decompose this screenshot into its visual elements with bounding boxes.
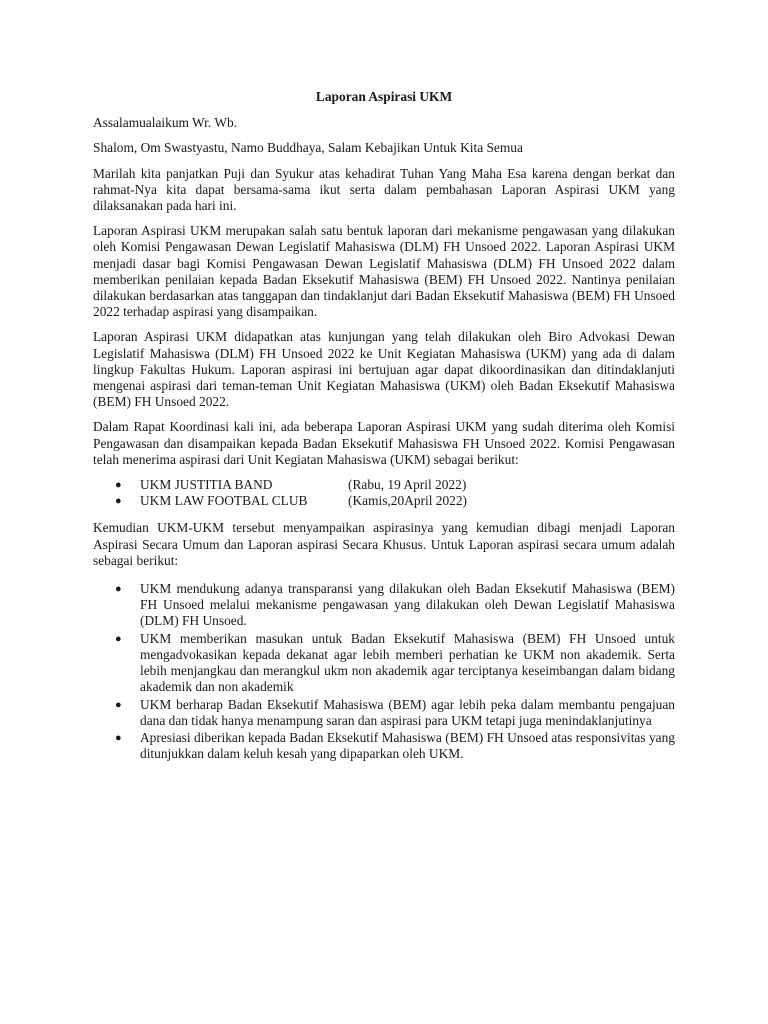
bullet-icon: ● [115,731,122,744]
visit-date: (Rabu, 19 April 2022) [348,477,467,493]
ukm-list [93,477,675,509]
visit-date: (Kamis,20April 2022) [348,493,468,509]
bullet-icon: ● [115,495,122,508]
aspiration-text: Apresiasi diberikan kepada Badan Eksekutif Mahasiswa (BEM) FH Unsoed atas responsivitas yang ditunjukkan dalam keluh kesah yang dipaparkan oleh UKM. [140,729,675,762]
list-item [93,631,675,696]
greeting-salam: Assalamualaikum Wr. Wb. [93,115,238,131]
aspiration-text: UKM mendukung adanya transparansi yang dilakukan oleh Badan Eksekutif Mahasiswa (BEM) FH Unsoed melalui mekanisme pengawasan yang dilakukan oleh Dewan Legislatif Mahasiswa (DLM) FH Unsoed. [140,581,675,629]
aspiration-text: UKM berharap Badan Eksekutif Mahasiswa (BEM) agar lebih peka dalam membantu pengajuan dana dan tidak hanya menampung saran dan aspirasi para UKM tetapi juga menindaklanjutinya [140,696,675,728]
list-item [93,477,675,493]
paragraph-aspiration-types: Kemudian UKM-UKM tersebut menyampaikan aspirasinya yang kemudian dibagi menjadi Laporan Aspirasi Secara Umum dan Laporan aspirasi Secara Khusus. Untuk Laporan aspirasi secara umum adalah sebagai berikut: [93,520,675,568]
aspiration-text: UKM memberikan masukan untuk Badan Eksekutif Mahasiswa (BEM) FH Unsoed untuk mengadvokasikan kepada dekanat agar lebih memberi perhatian ke UKM non akademik. Serta lebih menjangkau dan merangkul ukm non akademik agar terciptanya keseimbangan dalam bidang akademik dan non akademik [140,630,675,695]
bullet-icon: ● [115,479,122,492]
list-item [93,581,675,630]
ukm-name: UKM JUSTITIA BAND [140,477,273,493]
greeting-interfaith: Shalom, Om Swastyastu, Namo Buddhaya, Salam Kebajikan Untuk Kita Semua [93,140,523,156]
document-body [93,89,675,771]
document-title: Laporan Aspirasi UKM [315,89,453,104]
list-item [93,697,675,729]
paragraph-opening: Marilah kita panjatkan Puji dan Syukur atas kehadirat Tuhan Yang Maha Esa karena dengan berkat dan rahmat-Nya kita dapat bersama-sama ikut serta dalam pembahasan Laporan Aspirasi UKM yang dilaksanakan pada hari ini. [93,165,675,214]
paragraph-purpose: Laporan Aspirasi UKM merupakan salah satu bentuk laporan dari mekanisme pengawasan yang dilakukan oleh Komisi Pengawasan Dewan Legislatif Mahasiswa (DLM) FH Unsoed 2022. Laporan Aspirasi UKM menjadi dasar bagi Komisi Pengawasan Dewan Legislatif Mahasiswa (DLM) FH Unsoed 2022 dalam memberikan penilaian kepada Badan Eksekutif Mahasiswa (BEM) FH Unsoed 2022. Nantinya penilaian dilakukan berdasarkan atas tanggapan dan tindaklanjut dari Badan Eksekutif Mahasiswa (BEM) FH Unsoed 2022 terhadap aspirasi yang disampaikan. [93,223,675,320]
bullet-icon: ● [115,698,122,711]
bullet-icon: ● [115,583,122,596]
general-aspiration-list [93,581,675,762]
list-item [93,493,675,509]
paragraph-meeting: Dalam Rapat Koordinasi kali ini, ada beberapa Laporan Aspirasi UKM yang sudah diterima oleh Komisi Pengawasan dan disampaikan kepada Badan Eksekutif Mahasiswa FH Unsoed 2022. Komisi Pengawasan telah menerima aspirasi dari Unit Kegiatan Mahasiswa (UKM) sebagai berikut: [93,419,675,467]
bullet-icon: ● [115,632,122,645]
paragraph-source: Laporan Aspirasi UKM didapatkan atas kunjungan yang telah dilakukan oleh Biro Advokasi Dewan Legislatif Mahasiswa (DLM) FH Unsoed 2022 ke Unit Kegiatan Mahasiswa (UKM) yang ada di dalam lingkup Fakultas Hukum. Laporan aspirasi ini bertujuan agar dapat dikoordinasikan dan ditindaklanjuti mengenai aspirasi dari teman-teman Unit Kegiatan Mahasiswa (UKM) oleh Badan Eksekutif Mahasiswa (BEM) FH Unsoed 2022. [93,329,675,410]
ukm-name: UKM LAW FOOTBAL CLUB [140,493,308,509]
list-item [93,730,675,762]
